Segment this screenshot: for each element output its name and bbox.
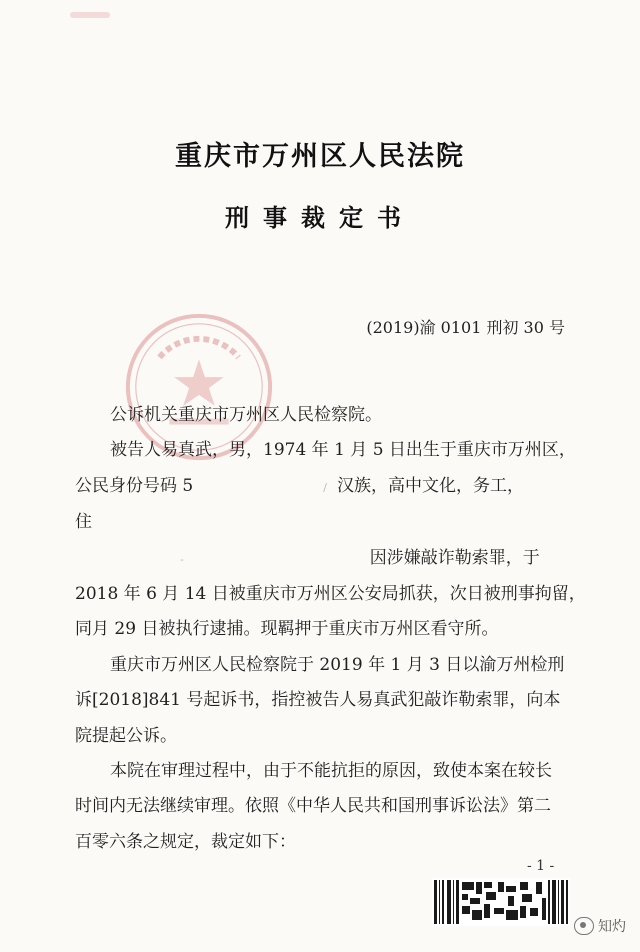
wechat-icon bbox=[574, 917, 594, 935]
redaction-mark: - bbox=[180, 552, 184, 566]
text-line bbox=[75, 469, 570, 505]
id-number-label: 公民身份号码 5 bbox=[75, 475, 194, 496]
body-text bbox=[75, 398, 586, 860]
text-segment: 因涉嫌敲诈勒索罪，于 bbox=[369, 547, 540, 568]
court-name: 重庆市万州区人民法院 bbox=[175, 141, 465, 172]
text-line: 诉[2018]841 号起诉书，指控被告人易真武犯敲诈勒索罪，向本 bbox=[75, 690, 561, 711]
barcode-icon bbox=[432, 878, 570, 926]
watermark bbox=[574, 915, 626, 937]
stamp-edge-mark bbox=[70, 12, 110, 18]
text-segment: 汉族，高中文化，务工， bbox=[336, 475, 524, 496]
text-line: 住 bbox=[75, 512, 92, 533]
page-number: - 1 - bbox=[527, 858, 555, 874]
redaction-mark: ∕ bbox=[323, 480, 327, 494]
case-number: (2019)渝 0101 刑初 30 号 bbox=[366, 318, 565, 337]
text-line: 院提起公诉。 bbox=[75, 725, 177, 746]
text-line: 重庆市万州区人民检察院于 2019 年 1 月 3 日以渝万州检刑 bbox=[110, 654, 565, 675]
text-line bbox=[75, 541, 570, 577]
text-line: 时间内无法继续审理。依照《中华人民共和国刑事诉讼法》第二 bbox=[75, 796, 551, 817]
watermark-text: 知灼 bbox=[598, 919, 626, 935]
text-line: 公诉机关重庆市万州区人民检察院。 bbox=[110, 405, 382, 425]
text-line: 本院在审理过程中，由于不能抗拒的原因，致使本案在较长 bbox=[110, 761, 552, 782]
text-line: 同月 29 日被执行逮捕。现羁押于重庆市万州区看守所。 bbox=[75, 619, 499, 640]
text-line: 2018 年 6 月 14 日被重庆市万州区公安局抓获，次日被刑事拘留， bbox=[75, 584, 586, 605]
text-line: 百零六条之规定，裁定如下： bbox=[75, 831, 296, 852]
document-title: 刑事裁定书 bbox=[225, 203, 415, 232]
text-line: 被告人易真武，男，1974 年 1 月 5 日出生于重庆市万州区， bbox=[110, 440, 576, 461]
